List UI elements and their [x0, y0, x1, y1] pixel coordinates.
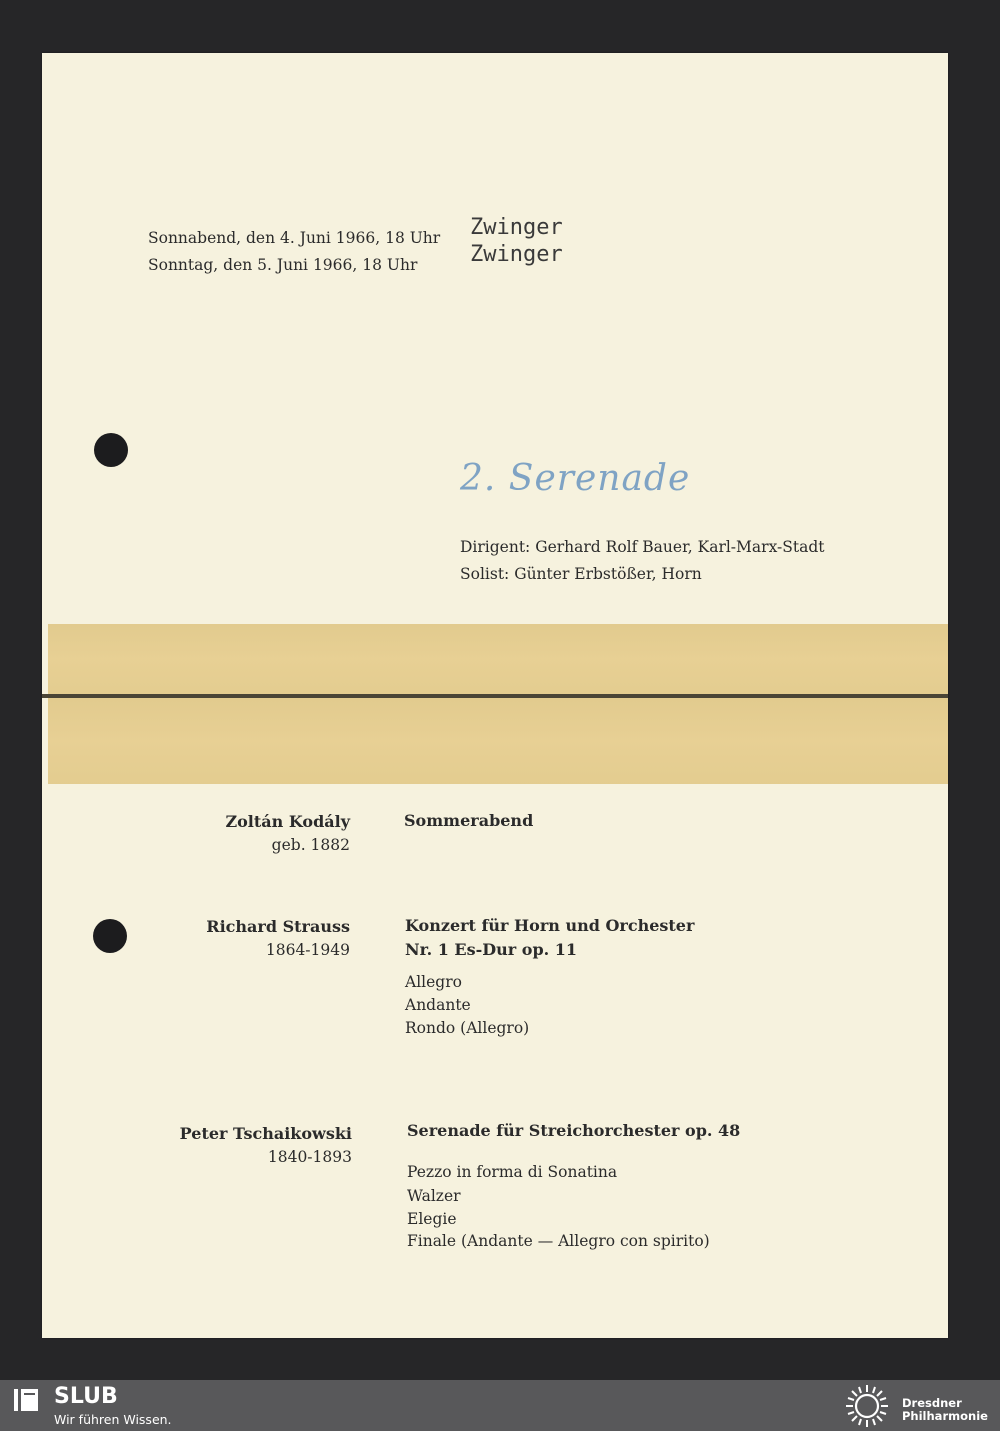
philharmonie-name-line-1: Dresdner [902, 1396, 962, 1410]
date-line-sunday: Sonntag, den 5. Juni 1966, 18 Uhr [148, 256, 418, 274]
work-title-line-2: Nr. 1 Es-Dur op. 11 [405, 940, 578, 959]
slub-book-icon[interactable] [12, 1386, 40, 1414]
movement: Finale (Andante — Allegro con spirito) [407, 1232, 710, 1250]
movement: Elegie [407, 1210, 457, 1228]
venue-stamp-2: Zwinger [470, 242, 563, 267]
philharmonie-name-line-2: Philharmonie [902, 1409, 988, 1423]
tape-strip-lower [48, 698, 948, 784]
sunburst-logo-icon[interactable] [842, 1383, 892, 1429]
punch-hole-top [94, 433, 128, 467]
movement: Pezzo in forma di Sonatina [407, 1163, 618, 1181]
soloist-credit: Solist: Günter Erbstößer, Horn [460, 565, 702, 583]
punch-hole-bottom [93, 919, 127, 953]
movement: Allegro [405, 973, 462, 991]
slub-tagline: Wir führen Wissen. [54, 1412, 172, 1427]
tape-strip-upper [48, 624, 948, 694]
composer-name: Peter Tschaikowski [179, 1124, 352, 1143]
conductor-credit: Dirigent: Gerhard Rolf Bauer, Karl-Marx-Stadt [460, 538, 825, 556]
composer-name: Richard Strauss [206, 917, 350, 936]
composer-name: Zoltán Kodály [225, 812, 350, 831]
date-line-saturday: Sonnabend, den 4. Juni 1966, 18 Uhr [148, 229, 441, 247]
movement: Andante [405, 996, 471, 1014]
work-title: Serenade für Streichorchester op. 48 [407, 1121, 741, 1140]
work-title: Konzert für Horn und Orchester [405, 916, 695, 935]
concert-title: 2. Serenade [460, 458, 691, 499]
slub-name[interactable]: SLUB [54, 1384, 118, 1409]
movement: Rondo (Allegro) [405, 1019, 530, 1037]
movement: Walzer [407, 1187, 461, 1205]
composer-years: 1864-1949 [265, 941, 350, 959]
composer-years: 1840-1893 [267, 1148, 352, 1166]
venue-stamp-1: Zwinger [470, 215, 563, 240]
work-title: Sommerabend [404, 811, 534, 830]
composer-years: geb. 1882 [271, 836, 350, 854]
philharmonie-name[interactable] [902, 1397, 988, 1423]
